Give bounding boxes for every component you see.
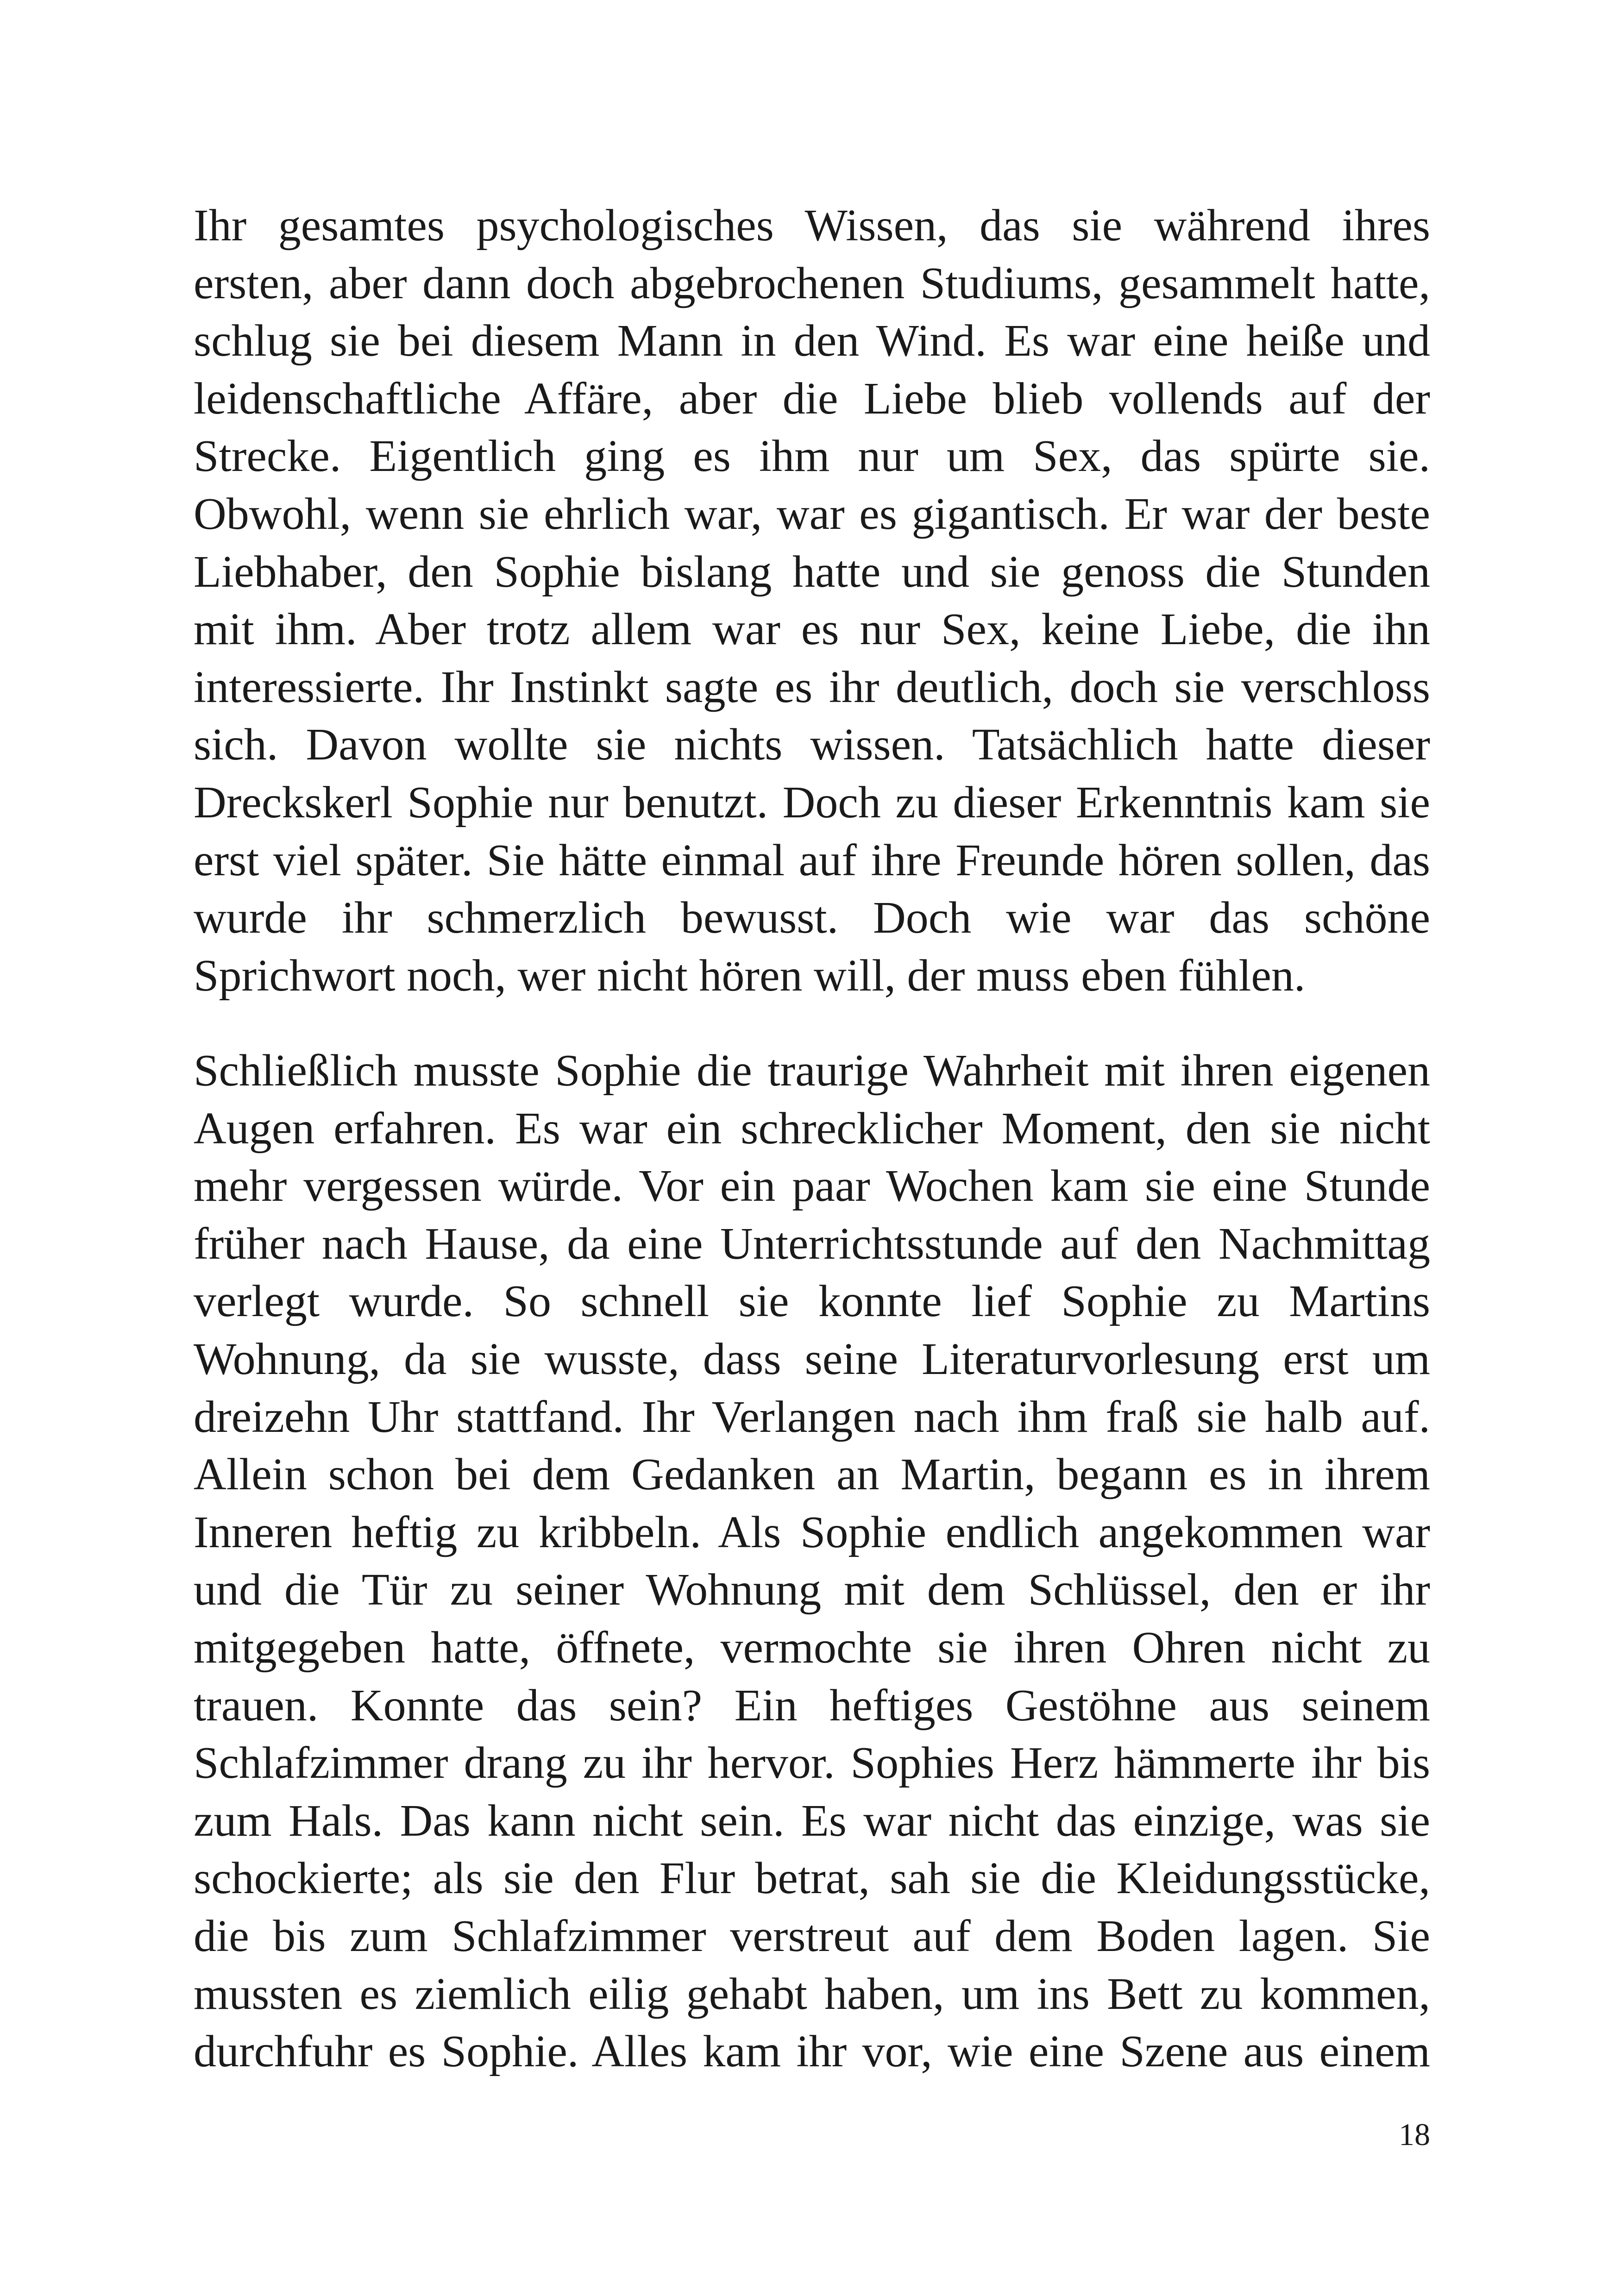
- text-line: interessierte. Ihr Instinkt sagte es ihr deutlich, doch sie verschloss: [194, 662, 1430, 712]
- text-line: Strecke. Eigentlich ging es ihm nur um Sex, das spürte sie.: [194, 431, 1430, 482]
- text-line: ersten, aber dann doch abgebrochenen Studiums, gesammelt hatte,: [194, 258, 1430, 308]
- text-line: erst viel später. Sie hätte einmal auf ihre Freunde hören sollen, das: [194, 835, 1430, 885]
- text-line: Allein schon bei dem Gedanken an Martin, begann es in ihrem: [194, 1449, 1430, 1500]
- text-line: Inneren heftig zu kribbeln. Als Sophie endlich angekommen war: [194, 1507, 1430, 1557]
- text-line: die bis zum Schlafzimmer verstreut auf dem Boden lagen. Sie: [194, 1911, 1430, 1961]
- text-line: Wohnung, da sie wusste, dass seine Literaturvorlesung erst um: [194, 1334, 1430, 1384]
- text-line: verlegt wurde. So schnell sie konnte lief Sophie zu Martins: [194, 1276, 1430, 1327]
- text-line: und die Tür zu seiner Wohnung mit dem Schlüssel, den er ihr: [194, 1565, 1430, 1615]
- text-line: Schließlich musste Sophie die traurige Wahrheit mit ihren eigenen: [194, 1046, 1430, 1096]
- paragraph-2: [194, 1042, 1430, 2081]
- text-line: Augen erfahren. Es war ein schrecklicher Moment, den sie nicht: [194, 1103, 1430, 1154]
- text-line: zum Hals. Das kann nicht sein. Es war nicht das einzige, was sie: [194, 1795, 1430, 1846]
- text-line: Schlafzimmer drang zu ihr hervor. Sophies Herz hämmerte ihr bis: [194, 1738, 1430, 1788]
- text-line: Obwohl, wenn sie ehrlich war, war es gigantisch. Er war der beste: [194, 489, 1430, 539]
- text-line: trauen. Konnte das sein? Ein heftiges Gestöhne aus seinem: [194, 1680, 1430, 1731]
- text-line: mit ihm. Aber trotz allem war es nur Sex, keine Liebe, die ihn: [194, 604, 1430, 655]
- text-line: durchfuhr es Sophie. Alles kam ihr vor, wie eine Szene aus einem: [194, 2026, 1430, 2077]
- text-line: Ihr gesamtes psychologisches Wissen, das sie während ihres: [194, 201, 1430, 251]
- text-line: mussten es ziemlich eilig gehabt haben, um ins Bett zu kommen,: [194, 1969, 1430, 2019]
- text-line: mehr vergessen würde. Vor ein paar Wochen kam sie eine Stunde: [194, 1161, 1430, 1211]
- text-line: schlug sie bei diesem Mann in den Wind. Es war eine heiße und: [194, 316, 1430, 366]
- text-line: leidenschaftliche Affäre, aber die Liebe blieb vollends auf der: [194, 373, 1430, 424]
- text-line: wurde ihr schmerzlich bewusst. Doch wie war das schöne: [194, 893, 1430, 943]
- text-line: schockierte; als sie den Flur betrat, sah sie die Kleidungsstücke,: [194, 1853, 1430, 1904]
- paragraph-1: [194, 197, 1430, 1004]
- page-number: 18: [1399, 2117, 1430, 2152]
- text-line: dreizehn Uhr stattfand. Ihr Verlangen nach ihm fraß sie halb auf.: [194, 1392, 1430, 1442]
- text-line: Dreckskerl Sophie nur benutzt. Doch zu dieser Erkenntnis kam sie: [194, 777, 1430, 828]
- text-line: Sprichwort noch, wer nicht hören will, der muss eben fühlen.: [194, 950, 1306, 1001]
- text-line: sich. Davon wollte sie nichts wissen. Tatsächlich hatte dieser: [194, 720, 1430, 770]
- text-line: mitgegeben hatte, öffnete, vermochte sie ihren Ohren nicht zu: [194, 1622, 1430, 1673]
- text-line: früher nach Hause, da eine Unterrichtsstunde auf den Nachmittag: [194, 1218, 1430, 1269]
- text-line: Liebhaber, den Sophie bislang hatte und sie genoss die Stunden: [194, 546, 1430, 597]
